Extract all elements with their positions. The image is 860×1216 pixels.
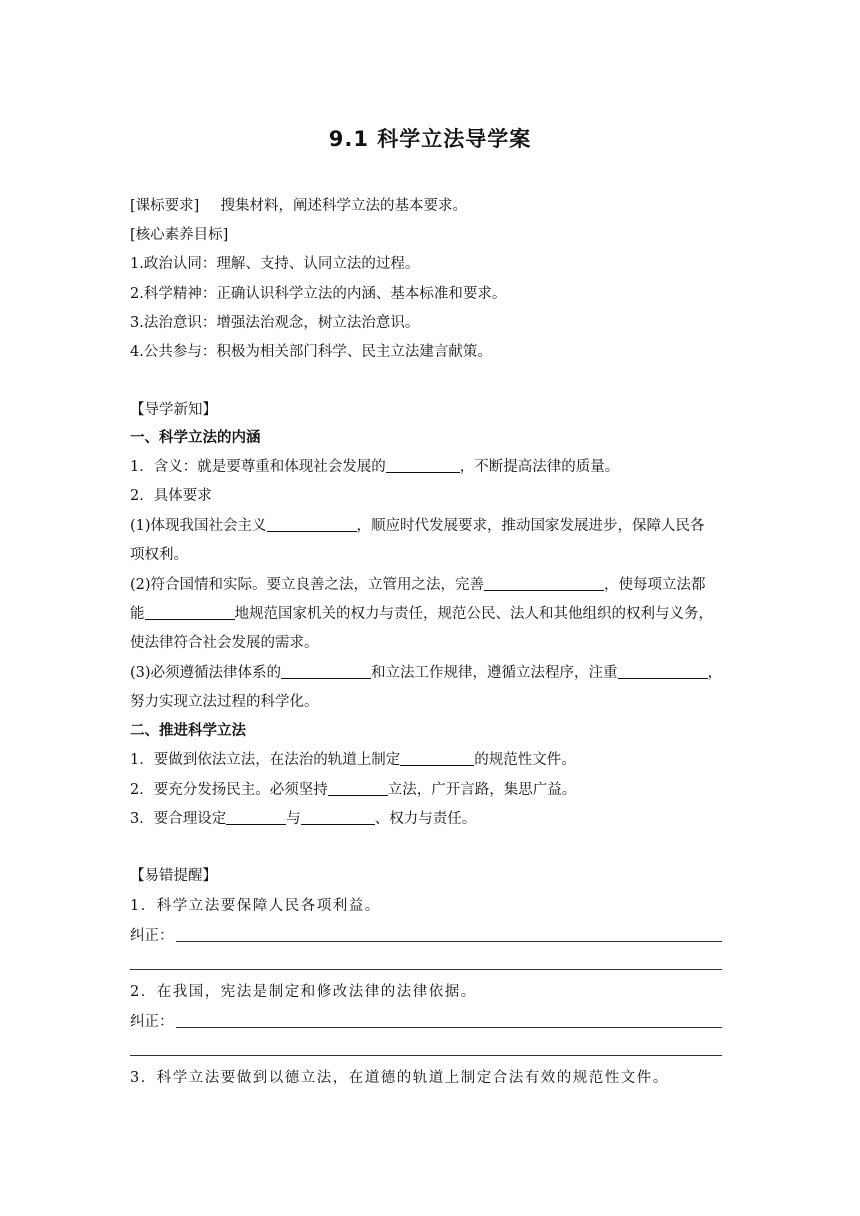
promote-item-1: 1．要做到依法立法，在法治的轨道上制定 的规范性文件。 [130,752,576,768]
fill-blank[interactable] [400,750,474,766]
requirement-3: (3)必须遵循法律体系的 和立法工作规律，遵循立法程序，注重 ， [130,665,723,681]
promote-item-3: 3．要合理设定 与 、权力与责任。 [130,811,477,827]
fill-blank[interactable] [618,663,708,679]
correction-answer-line[interactable] [130,969,722,970]
correction-answer-line[interactable] [130,1055,722,1056]
requirement-3-cont: 努力实现立法过程的科学化。 [130,694,319,710]
page-title: 9.1 科学立法导学案 [328,127,532,151]
error-statement: 2．在我国，宪法是制定和修改法律的法律依据。 [130,984,477,1000]
literacy-item: 4.公共参与：积极为相关部门科学、民主立法建言献策。 [130,344,492,360]
requirement-1-cont: 项权利。 [130,547,188,563]
requirement-2-cont: 能 地规范国家机关的权力与责任，规范公民、法人和其他组织的权利与义务， [130,606,713,622]
literacy-label: [核心素养目标] [130,227,229,243]
specific-requirements: 2．具体要求 [130,488,212,504]
fill-blank[interactable] [226,809,286,825]
requirement-text: 搜集材料，阐述科学立法的基本要求。 [220,198,468,214]
fill-blank[interactable] [281,663,371,679]
requirement-label: [课标要求] [130,198,200,214]
literacy-item: 2.科学精神：正确认识科学立法的内涵、基本标准和要求。 [130,286,507,302]
section2-heading: 二、推进科学立法 [130,723,246,739]
fill-blank[interactable] [386,457,460,473]
correction-answer-line[interactable] [176,941,722,942]
literacy-item: 1.政治认同：理解、支持、认同立法的过程。 [130,256,420,272]
literacy-item: 3.法治意识：增强法治观念，树立法治意识。 [130,315,420,331]
correction-answer-line[interactable] [176,1027,722,1028]
correction-label: 纠正： [130,1014,174,1030]
curriculum-requirement [130,196,730,216]
error-statement: 3．科学立法要做到以德立法，在道德的轨道上制定合法有效的规范性文件。 [130,1070,669,1086]
fill-blank[interactable] [145,604,235,620]
requirement-2-cont: 使法律符合社会发展的需求。 [130,635,319,651]
fill-blank[interactable] [267,516,357,532]
requirement-2: (2)符合国情和实际。要立良善之法，立管用之法，完善 ，使每项立法都 [130,577,706,593]
fill-blank[interactable] [301,809,375,825]
definition-item: 1．含义：就是要尊重和体现社会发展的 ，不断提高法律的质量。 [130,459,620,475]
errors-header: 【易错提醒】 [130,868,217,884]
guide-header: 【导学新知】 [130,402,217,418]
section1-heading: 一、科学立法的内涵 [130,430,261,446]
promote-item-2: 2．要充分发扬民主。必须坚持 立法，广开言路，集思广益。 [130,782,577,798]
fill-blank[interactable] [328,780,388,796]
correction-label: 纠正： [130,928,174,944]
requirement-1: (1)体现我国社会主义 ，顺应时代发展要求，推动国家发展进步，保障人民各 [130,518,705,534]
error-statement: 1．科学立法要保障人民各项利益。 [130,898,381,914]
fill-blank[interactable] [484,575,604,591]
